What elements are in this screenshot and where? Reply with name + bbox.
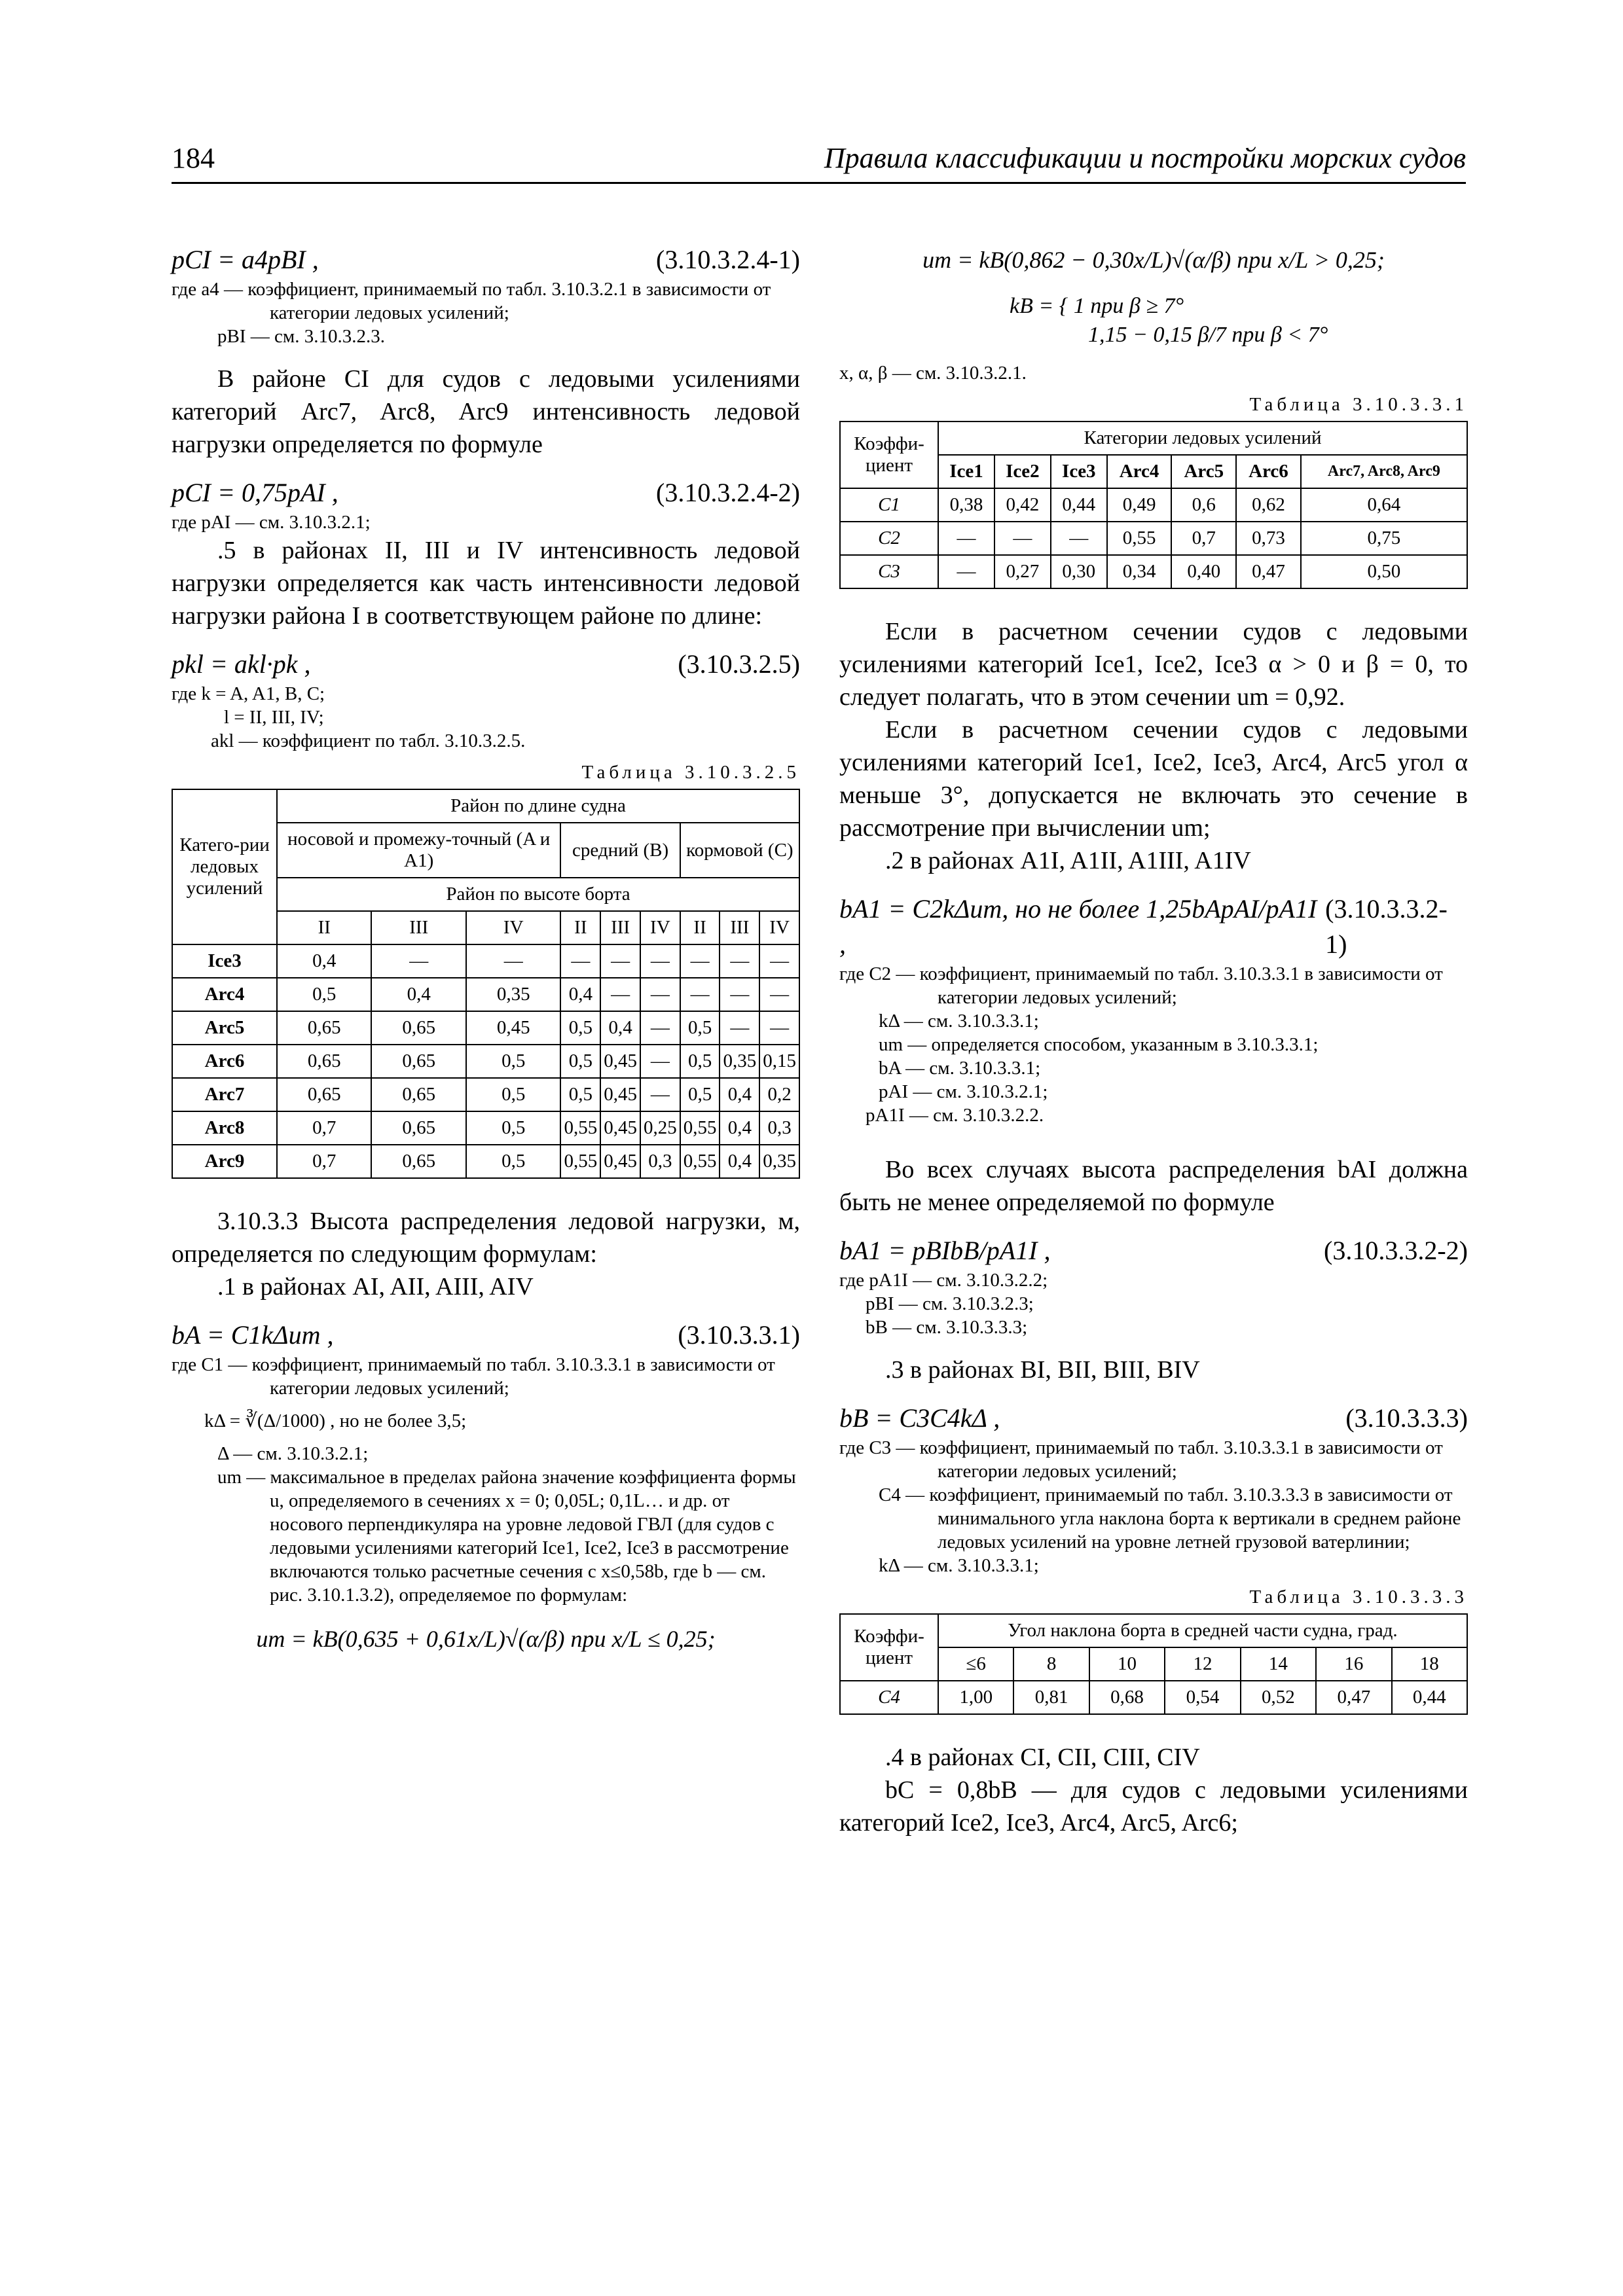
formula-kb-line2: 1,15 − 0,15 β/7 при β < 7°: [1088, 323, 1328, 347]
formula-3-10-3-3-2-2: [839, 1233, 1468, 1268]
table-cell: 0,38: [938, 488, 994, 522]
table-cell: —: [640, 944, 680, 978]
table-header: 12: [1165, 1647, 1240, 1681]
formula-number: (3.10.3.2.4-1): [656, 245, 800, 274]
where-note: l = II, III, IV;: [224, 707, 324, 728]
table-cell: —: [680, 944, 720, 978]
table-cell: —: [938, 555, 994, 588]
table-cell: —: [466, 944, 561, 978]
table-cell-category: Arc5: [172, 1011, 277, 1045]
table-cell: 0,65: [277, 1078, 371, 1111]
table-cell: 0,6: [1171, 488, 1236, 522]
where-note: C4 — коэффициент, принимаемый по табл. 3.10.3.3.3 в зависимости от минимального угла наклона борта к вертикали в среднем районе ледовых усилений на уровне летней грузовой ватерлинии;: [879, 1484, 1461, 1552]
paragraph: .5 в районах II, III и IV интенсивность ледовой нагрузки определяется как часть интенсивности ледовой нагрузки района I в соответствующем районе по длине:: [172, 537, 800, 630]
where-note: где pA1I — см. 3.10.3.2.2;: [839, 1270, 1048, 1291]
table-header: II: [680, 911, 720, 944]
table-cell: 0,4: [720, 1145, 759, 1178]
table-cell: 0,3: [759, 1111, 799, 1145]
running-title: Правила классификации и постройки морских судов: [824, 142, 1466, 174]
table-cell: 0,50: [1301, 555, 1467, 588]
table-cell: 0,35: [720, 1045, 759, 1078]
table-cell: 0,55: [560, 1111, 600, 1145]
table-cell: —: [759, 1011, 799, 1045]
table-cell: 0,55: [680, 1145, 720, 1178]
table-header: Ice1: [938, 455, 994, 488]
table-cell: —: [759, 944, 799, 978]
table-cell: 0,45: [600, 1111, 640, 1145]
table-cell-coef: C3: [840, 555, 938, 588]
table-caption: Таблица 3.10.3.3.1: [1249, 394, 1468, 415]
table-cell: 0,55: [1107, 522, 1172, 555]
table-header: 10: [1089, 1647, 1165, 1681]
table-header: IV: [759, 911, 799, 944]
table-caption: Таблица 3.10.3.3.3: [1249, 1587, 1468, 1607]
table-cell: 0,45: [600, 1045, 640, 1078]
table-cell: 0,7: [1171, 522, 1236, 555]
table-cell: 0,5: [680, 1011, 720, 1045]
table-3-10-3-3-1: [839, 421, 1468, 589]
table-header: III: [371, 911, 465, 944]
table-cell: 0,4: [560, 978, 600, 1011]
formula-expr: bA1 = pBIbB/pA1I ,: [839, 1236, 1051, 1265]
formula-3-10-3-3-2-1: [839, 891, 1468, 962]
table-cell: 0,5: [680, 1078, 720, 1111]
table-cell: 0,27: [994, 555, 1051, 588]
table-cell: 0,44: [1392, 1681, 1467, 1714]
table-cell: 0,4: [600, 1011, 640, 1045]
table-cell: 0,65: [371, 1078, 465, 1111]
table-cell: —: [994, 522, 1051, 555]
table-row: [172, 978, 799, 1011]
table-header: III: [720, 911, 759, 944]
table-header: 18: [1392, 1647, 1467, 1681]
table-cell: 0,75: [1301, 522, 1467, 555]
table-header: Катего-рии ледовых усилений: [172, 789, 277, 944]
table-cell: 0,2: [759, 1078, 799, 1111]
table-cell: 0,35: [759, 1145, 799, 1178]
table-cell: 0,65: [277, 1011, 371, 1045]
table-cell: 0,62: [1236, 488, 1301, 522]
table-cell: 0,40: [1171, 555, 1236, 588]
table-cell: —: [640, 1078, 680, 1111]
table-cell: 0,5: [560, 1078, 600, 1111]
table-cell: 0,7: [277, 1111, 371, 1145]
table-header: Ice2: [994, 455, 1051, 488]
table-cell: 0,49: [1107, 488, 1172, 522]
table-cell: 0,35: [466, 978, 561, 1011]
table-cell: 0,30: [1051, 555, 1107, 588]
where-note: где C1 — коэффициент, принимаемый по табл. 3.10.3.3.1 в зависимости от категории ледовых усилений;: [172, 1354, 775, 1399]
formula-3-10-3-2-5: [172, 647, 800, 682]
table-cell: 0,3: [640, 1145, 680, 1178]
table-header: Район по высоте борта: [277, 878, 799, 911]
paragraph: .3 в районах BI, BII, BIII, BIV: [885, 1356, 1200, 1384]
table-cell: —: [680, 978, 720, 1011]
where-note: где k = A, A1, B, C;: [172, 683, 325, 704]
formula-um-2: um = kB(0,862 − 0,30x/L)√(α/β) при x/L > 0,25;: [922, 247, 1385, 273]
table-header: Arc6: [1236, 455, 1301, 488]
table-cell: 0,64: [1301, 488, 1467, 522]
where-note: x, α, β — см. 3.10.3.2.1.: [839, 363, 1027, 384]
where-note: где a4 — коэффициент, принимаемый по табл. 3.10.3.2.1 в зависимости от категории ледовых усилений;: [172, 279, 771, 323]
table-cell: —: [600, 978, 640, 1011]
paragraph: В районе CI для судов с ледовыми усилениями категорий Arc7, Arc8, Arc9 интенсивность ледовой нагрузки определяется по формуле: [172, 365, 800, 458]
table-cell-coef: C1: [840, 488, 938, 522]
table-cell: 0,65: [371, 1045, 465, 1078]
table-header: Коэффи-циент: [840, 422, 938, 488]
where-note: bB — см. 3.10.3.3.3;: [866, 1317, 1028, 1338]
table-cell: —: [640, 978, 680, 1011]
formula-expr: pCI = a4pBI ,: [172, 245, 319, 274]
table-cell: —: [720, 1011, 759, 1045]
formula-kb-line1: kB = { 1 при β ≥ 7°: [1010, 294, 1184, 318]
formula-expr: bA1 = C2kΔum, но не более 1,25bApAI/pA1I ,: [839, 894, 1317, 959]
paragraph: 3.10.3.3 Высота распределения ледовой нагрузки, м, определяется по следующим формулам:: [172, 1208, 800, 1268]
table-header: Категории ледовых усилений: [938, 422, 1467, 455]
where-note: um — определяется способом, указанным в 3.10.3.3.1;: [879, 1034, 1319, 1055]
table-cell: 0,5: [560, 1011, 600, 1045]
table-cell-category: Arc4: [172, 978, 277, 1011]
table-header: IV: [466, 911, 561, 944]
formula-number: (3.10.3.2.4-2): [656, 478, 800, 507]
table-cell: 0,5: [277, 978, 371, 1011]
table-header: II: [560, 911, 600, 944]
table-cell: 0,5: [466, 1111, 561, 1145]
where-note: bA — см. 3.10.3.3.1;: [879, 1058, 1041, 1079]
table-cell: —: [759, 978, 799, 1011]
table-cell: —: [600, 944, 640, 978]
table-cell: 0,5: [466, 1045, 561, 1078]
table-cell: —: [371, 944, 465, 978]
table-cell: C4: [840, 1681, 938, 1714]
table-cell: 0,42: [994, 488, 1051, 522]
header-rule: [172, 182, 1466, 184]
where-note: где pAI — см. 3.10.3.2.1;: [172, 512, 371, 533]
table-cell: 0,52: [1241, 1681, 1316, 1714]
table-header: Угол наклона борта в средней части судна, град.: [938, 1614, 1467, 1647]
where-note: pBI — см. 3.10.3.2.3.: [217, 326, 385, 347]
formula-number: (3.10.3.3.3): [1345, 1403, 1468, 1433]
formula-expr: bB = C3C4kΔ ,: [839, 1403, 1000, 1433]
right-column: [839, 242, 1468, 1839]
paragraph: .1 в районах AI, AII, AIII, AIV: [217, 1273, 534, 1300]
table-cell: —: [720, 944, 759, 978]
formula-um-1: um = kB(0,635 + 0,61x/L)√(α/β) при x/L ≤ 0,25;: [256, 1626, 716, 1652]
table-cell: 0,44: [1051, 488, 1107, 522]
table-row: [840, 522, 1467, 555]
table-cell: 0,65: [277, 1045, 371, 1078]
left-column: [172, 242, 800, 1657]
table-cell: 0,4: [720, 1078, 759, 1111]
table-header: средний (B): [560, 823, 680, 878]
where-note: kΔ — см. 3.10.3.3.1;: [879, 1011, 1039, 1031]
table-header: 14: [1241, 1647, 1316, 1681]
formula-3-10-3-3-1: [172, 1318, 800, 1353]
table-cell: 0,7: [277, 1145, 371, 1178]
table-cell: 0,5: [466, 1078, 561, 1111]
table-cell-category: Arc9: [172, 1145, 277, 1178]
formula-number: (3.10.3.2.5): [678, 649, 800, 679]
table-cell: 0,47: [1236, 555, 1301, 588]
table-cell: 1,00: [938, 1681, 1013, 1714]
table-cell-coef: C2: [840, 522, 938, 555]
formula-expr: pkl = akl·pk ,: [172, 649, 311, 679]
paragraph: bC = 0,8bB — для судов с ледовыми усилениями категорий Ice2, Ice3, Arc4, Arc5, Arc6;: [839, 1776, 1468, 1837]
table-cell: 0,65: [371, 1145, 465, 1178]
formula-expr: bA = C1kΔum ,: [172, 1320, 334, 1350]
table-cell: 0,25: [640, 1111, 680, 1145]
table-3-10-3-3-3: [839, 1613, 1468, 1715]
where-note: kΔ = ∛(Δ/1000) , но не более 3,5;: [204, 1410, 467, 1431]
table-row: [172, 1045, 799, 1078]
table-cell: 0,73: [1236, 522, 1301, 555]
table-cell: —: [560, 944, 600, 978]
where-note: где C3 — коэффициент, принимаемый по табл. 3.10.3.3.1 в зависимости от категории ледовых усилений;: [839, 1437, 1443, 1482]
formula-number: (3.10.3.3.2-1): [1325, 894, 1448, 959]
table-header: II: [277, 911, 371, 944]
where-note: um — максимальное в пределах района значение коэффициента формы u, определяемого в сечениях x = 0; 0,05L; 0,1L… и др. от носового перпендикуляра на уровне ледовой ГВЛ (для судов с ледовыми усилениями категорий Ice1, Ice2, Ice3 в рассмотрение включаются только расчетные сечения с x≤0,58b, где b — см. рис. 3.10.1.3.2), определяемое по формулам:: [217, 1467, 796, 1605]
table-header: Arc7, Arc8, Arc9: [1301, 455, 1467, 488]
table-header: кормовой (C): [680, 823, 799, 878]
table-cell: 0,47: [1316, 1681, 1391, 1714]
table-cell: 0,45: [600, 1145, 640, 1178]
paragraph: Во всех случаях высота распределения bAI должна быть не менее определяемой по формуле: [839, 1156, 1468, 1216]
table-header: носовой и промежу-точный (A и A1): [277, 823, 560, 878]
where-note: pAI — см. 3.10.3.2.1;: [879, 1081, 1048, 1102]
formula-3-10-3-2-4-2: [172, 475, 800, 511]
table-cell: 0,4: [720, 1111, 759, 1145]
paragraph: .4 в районах CI, CII, CIII, CIV: [885, 1744, 1200, 1771]
where-note: akl — коэффициент по табл. 3.10.3.2.5.: [211, 730, 526, 751]
table-row: [840, 1681, 1467, 1714]
table-row: [172, 1145, 799, 1178]
table-cell-category: Arc8: [172, 1111, 277, 1145]
where-note: kΔ — см. 3.10.3.3.1;: [879, 1555, 1039, 1576]
table-header: Ice3: [1051, 455, 1107, 488]
table-cell: 0,15: [759, 1045, 799, 1078]
table-row: [172, 1078, 799, 1111]
where-note: Δ — см. 3.10.3.2.1;: [217, 1443, 369, 1464]
table-header: ≤6: [938, 1647, 1013, 1681]
table-row: [172, 944, 799, 978]
table-cell: 0,45: [466, 1011, 561, 1045]
table-caption: Таблица 3.10.3.2.5: [581, 762, 800, 783]
table-cell-category: Ice3: [172, 944, 277, 978]
paragraph: Если в расчетном сечении судов с ледовыми усилениями категорий Ice1, Ice2, Ice3, Arc4, Arc5 угол α меньше 3°, допускается не включать это сечение в рассмотрение при вычислении um;: [839, 716, 1468, 842]
table-cell: 0,4: [277, 944, 371, 978]
table-cell: 0,34: [1107, 555, 1172, 588]
table-row: [172, 1111, 799, 1145]
table-header: III: [600, 911, 640, 944]
table-cell: 0,5: [680, 1045, 720, 1078]
table-cell: 0,54: [1165, 1681, 1240, 1714]
formula-number: (3.10.3.3.2-2): [1324, 1236, 1468, 1265]
table-3-10-3-2-5: [172, 789, 800, 1179]
table-cell: —: [938, 522, 994, 555]
table-cell: 0,68: [1089, 1681, 1165, 1714]
table-cell-category: Arc7: [172, 1078, 277, 1111]
where-note: pA1I — см. 3.10.3.2.2.: [866, 1105, 1044, 1126]
table-cell: 0,5: [560, 1045, 600, 1078]
table-cell: 0,65: [371, 1011, 465, 1045]
table-header: Arc4: [1107, 455, 1172, 488]
table-header: IV: [640, 911, 680, 944]
paragraph: .2 в районах A1I, A1II, A1III, A1IV: [885, 847, 1251, 874]
table-header: 16: [1316, 1647, 1391, 1681]
table-cell: —: [1051, 522, 1107, 555]
table-header: 8: [1013, 1647, 1089, 1681]
formula-3-10-3-3-3: [839, 1401, 1468, 1436]
table-cell: 0,65: [371, 1111, 465, 1145]
table-cell: 0,5: [466, 1145, 561, 1178]
table-cell: 0,55: [560, 1145, 600, 1178]
table-row: [840, 488, 1467, 522]
table-cell: 0,81: [1013, 1681, 1089, 1714]
where-note: pBI — см. 3.10.3.2.3;: [866, 1293, 1034, 1314]
table-header: Arc5: [1171, 455, 1236, 488]
table-cell: —: [640, 1045, 680, 1078]
where-note: где C2 — коэффициент, принимаемый по табл. 3.10.3.3.1 в зависимости от категории ледовых усилений;: [839, 963, 1443, 1008]
table-cell: —: [640, 1011, 680, 1045]
table-cell: 0,4: [371, 978, 465, 1011]
page-number: 184: [172, 142, 215, 174]
table-cell: 0,45: [600, 1078, 640, 1111]
table-row: [840, 555, 1467, 588]
formula-expr: pCI = 0,75pAI ,: [172, 478, 338, 507]
table-row: [172, 1011, 799, 1045]
table-header: Коэффи-циент: [840, 1614, 938, 1681]
table-header: Район по длине судна: [277, 789, 799, 823]
paragraph: Если в расчетном сечении судов с ледовыми усилениями категорий Ice1, Ice2, Ice3 α > 0 и β = 0, то следует полагать, что в этом сечении um = 0,92.: [839, 618, 1468, 711]
formula-3-10-3-2-4-1: [172, 242, 800, 278]
table-cell: 0,55: [680, 1111, 720, 1145]
table-cell-category: Arc6: [172, 1045, 277, 1078]
formula-number: (3.10.3.3.1): [678, 1320, 800, 1350]
table-cell: —: [720, 978, 759, 1011]
